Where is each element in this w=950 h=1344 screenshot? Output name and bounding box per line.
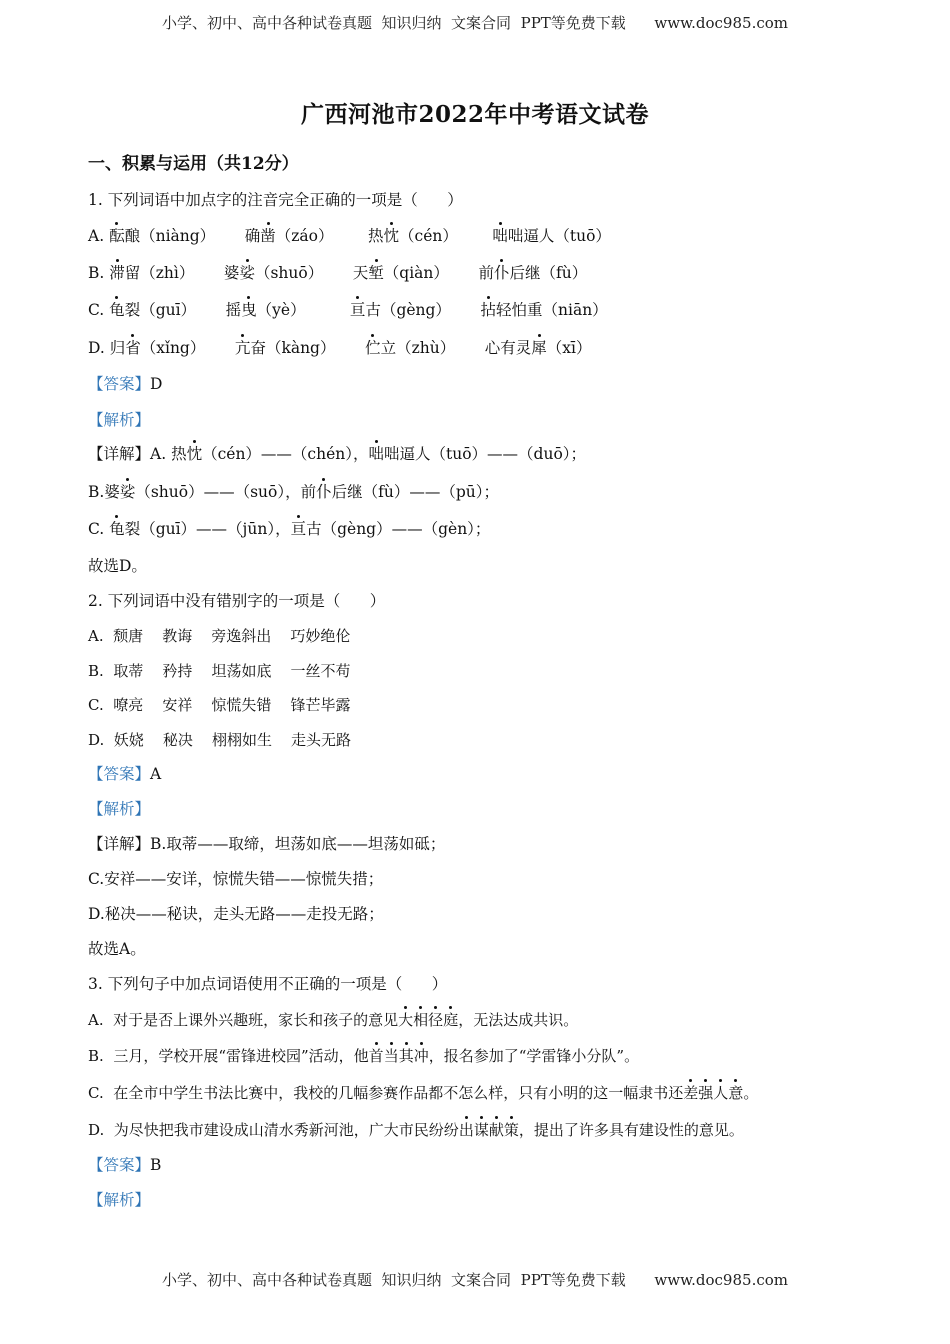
dotted-char: 拈 (480, 301, 497, 319)
q2-option-c: C. 嘹亮 安祥 惊慌失错 锋芒毕露 (88, 696, 351, 714)
dotted-char: 娑 (239, 264, 255, 282)
answer-tag: 【答案】 (88, 375, 151, 393)
dotted-char: 咄 (492, 227, 508, 245)
q3-option-d: D. 为尽快把我市建设成山清水秀新河池，广大市民纷纷出谋献策，提出了许多具有建设性的意见。 (88, 1121, 744, 1139)
q1-answer: 【答案】D (88, 375, 163, 393)
q2-detail-3: D.秘决——秘诀，走头无路——走投无路； (88, 905, 384, 923)
q3-analysis-tag: 【解析】 (88, 1191, 151, 1209)
dotted-char: 亢 (234, 339, 251, 357)
q2-conclusion: 故选A。 (88, 940, 146, 958)
q2-answer: 【答案】A (88, 765, 162, 783)
q2-detail-2: C.安祥——安详，惊慌失错——惊慌失措； (88, 870, 384, 888)
q3-option-b: B. 三月，学校开展“雷锋进校园”活动，他首当其冲，报名参加了“学雷锋小分队”。 (88, 1047, 640, 1065)
q1-detail-2: B.婆娑（shuō）——（suō），前仆后继（fù）——（pū）； (88, 483, 500, 501)
page-title: 广西河池市2022年中考语文试卷 (300, 101, 649, 128)
dotted-char: 仆 (493, 264, 510, 282)
dotted-char: 曳 (241, 301, 257, 319)
dotted-char: 径 (428, 1011, 444, 1029)
q1-stem: 1. 下列词语中加点字的注音完全正确的一项是（ ） (88, 191, 463, 209)
q1-detail-1: 【详解】A. 热忱（cén）——（chén），咄咄逼人（tuō）——（duō）； (88, 445, 587, 463)
q1-conclusion: 故选D。 (88, 557, 147, 575)
q1-option-b: B. 滞留（zhì） 婆娑（shuō） 天堑（qiàn） 前仆后继（fù） (88, 264, 588, 282)
dotted-char: 凿 (260, 227, 276, 245)
answer-tag: 【答案】 (88, 1156, 151, 1174)
answer-tag: 【答案】 (88, 765, 151, 783)
q3-answer: 【答案】B (88, 1156, 162, 1174)
q3-option-a: A. 对于是否上课外兴趣班，家长和孩子的意见大相径庭，无法达成共识。 (88, 1011, 579, 1029)
dotted-char: 忱 (186, 445, 203, 463)
dotted-char: 相 (413, 1011, 429, 1029)
section-heading: 一、积累与运用（共12分） (88, 154, 299, 174)
q2-analysis-tag: 【解析】 (88, 800, 151, 818)
dotted-char: 谋 (473, 1121, 489, 1139)
dotted-char: 酝 (109, 227, 125, 245)
dotted-char: 冲 (413, 1047, 429, 1065)
q2-stem: 2. 下列词语中没有错别字的一项是（ ） (88, 592, 386, 610)
q2-option-a: A. 颓唐 教诲 旁逸斜出 巧妙绝伦 (88, 627, 351, 645)
dotted-char: 犀 (531, 339, 547, 357)
q1-option-d: D. 归省（xǐng） 亢奋（kàng） 伫立（zhù） 心有灵犀（xī） (88, 339, 592, 357)
dotted-char: 龟 (109, 301, 125, 319)
dotted-char: 咄 (368, 445, 385, 463)
dotted-char: 出 (458, 1121, 474, 1139)
dotted-char: 亘 (349, 301, 366, 319)
dotted-char: 亘 (290, 520, 307, 538)
page-footer: 小学、初中、高中各种试卷真题 知识归纳 文案合同 PPT等免费下载 www.doc985.com (161, 1271, 788, 1289)
q2-option-d: D. 妖娆 秘决 栩栩如生 走头无路 (88, 731, 352, 749)
dotted-char: 首 (368, 1047, 384, 1065)
q1-option-c: C. 龟裂（guī） 摇曳（yè） 亘古（gèng） 拈轻怕重（niān） (88, 301, 608, 319)
dotted-char: 伫 (365, 339, 381, 357)
dotted-char: 堑 (368, 264, 384, 282)
dotted-char: 强 (698, 1084, 714, 1102)
q3-option-c: C. 在全市中学生书法比赛中，我校的几幅参赛作品都不怎么样，只有小明的这一幅隶书还差强人意。 (88, 1084, 759, 1102)
q3-stem: 3. 下列句子中加点词语使用不正确的一项是（ ） (88, 975, 448, 993)
dotted-char: 仆 (316, 483, 332, 501)
dotted-char: 龟 (109, 520, 125, 538)
dotted-char: 策 (503, 1121, 519, 1139)
q1-option-a: A. 酝酿（niàng） 确凿（záo） 热忱（cén） 咄咄逼人（tuō） (88, 227, 611, 245)
q2-option-b: B. 取蒂 矜持 坦荡如底 一丝不苟 (88, 662, 351, 680)
q1-detail-3: C. 龟裂（guī）——（jūn），亘古（gèng）——（gèn）； (88, 520, 491, 538)
dotted-char: 人 (713, 1084, 729, 1102)
page-header: 小学、初中、高中各种试卷真题 知识归纳 文案合同 PPT等免费下载 www.doc985.com (161, 14, 788, 32)
dotted-char: 滞 (109, 264, 125, 282)
q1-analysis-tag: 【解析】 (88, 411, 151, 429)
dotted-char: 娑 (119, 483, 136, 501)
dotted-char: 其 (398, 1047, 414, 1065)
dotted-char: 庭 (443, 1011, 459, 1029)
dotted-char: 差 (683, 1084, 699, 1102)
dotted-char: 忱 (383, 227, 400, 245)
dotted-char: 省 (125, 339, 141, 357)
dotted-char: 当 (383, 1047, 399, 1065)
q2-detail-1: 【详解】B.取蒂——取缔，坦荡如底——坦荡如砥； (88, 835, 446, 853)
dotted-char: 献 (488, 1121, 504, 1139)
dotted-char: 意 (728, 1084, 744, 1102)
dotted-char: 大 (398, 1011, 414, 1029)
